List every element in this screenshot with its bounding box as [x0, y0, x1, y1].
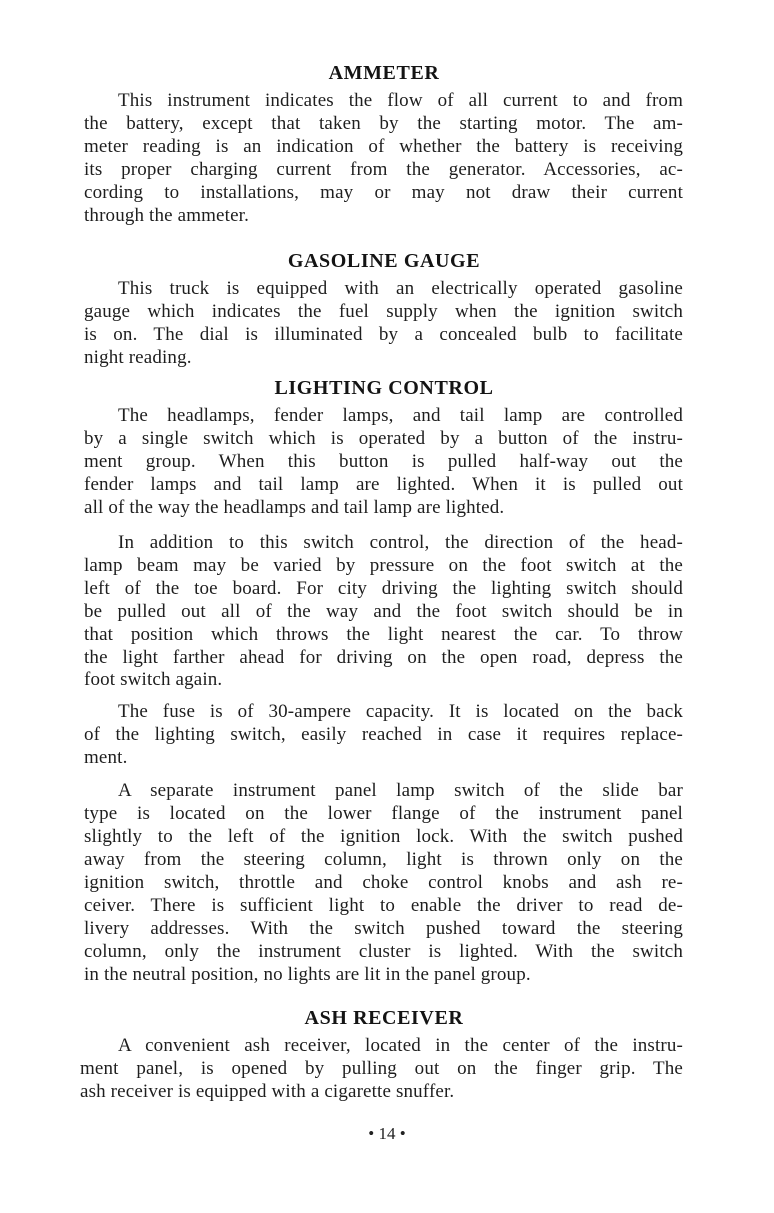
paragraph-line: the battery, except that taken by the starting motor. The am- [84, 113, 683, 134]
paragraph-line: left of the toe board. For city driving the lighting switch should [84, 578, 683, 599]
paragraph-line: ment group. When this button is pulled half-way out the [84, 451, 683, 472]
paragraph-line: away from the steering column, light is thrown only on the [84, 849, 683, 870]
paragraph-line: ash receiver is equipped with a cigarette snuffer. [80, 1081, 455, 1102]
paragraph-line: night reading. [84, 347, 192, 368]
paragraph-line: is on. The dial is illuminated by a concealed bulb to facilitate [84, 324, 683, 345]
section-heading-ash-receiver: ASH RECEIVER [304, 1007, 464, 1029]
paragraph-line: This instrument indicates the flow of all current to and from [118, 90, 683, 111]
paragraph-line: by a single switch which is operated by a button of the instru- [84, 428, 683, 449]
section-heading-lighting-control: LIGHTING CONTROL [274, 377, 494, 399]
section-heading-ammeter: AMMETER [328, 62, 440, 84]
paragraph-line: foot switch again. [84, 669, 223, 690]
paragraph-line: in the neutral position, no lights are lit in the panel group. [84, 964, 531, 985]
paragraph-line: ment panel, is opened by pulling out on the finger grip. The [80, 1058, 683, 1079]
paragraph-line: the light farther ahead for driving on the open road, depress the [84, 647, 683, 668]
page-number: • 14 • [368, 1124, 406, 1143]
paragraph-line: its proper charging current from the generator. Accessories, ac- [84, 159, 683, 180]
paragraph-line: cording to installations, may or may not draw their current [84, 182, 683, 203]
paragraph-line: gauge which indicates the fuel supply when the ignition switch [84, 301, 683, 322]
paragraph-line: The headlamps, fender lamps, and tail lamp are controlled [118, 405, 683, 426]
section-heading-gasoline-gauge: GASOLINE GAUGE [287, 250, 481, 272]
paragraph-line: In addition to this switch control, the direction of the head- [118, 532, 683, 553]
paragraph-line: This truck is equipped with an electrically operated gasoline [118, 278, 683, 299]
paragraph-line: be pulled out all of the way and the foot switch should be in [84, 601, 683, 622]
paragraph-line: that position which throws the light nearest the car. To throw [84, 624, 683, 645]
paragraph-line: A convenient ash receiver, located in the center of the instru- [118, 1035, 683, 1056]
paragraph-line: of the lighting switch, easily reached in case it requires replace- [84, 724, 683, 745]
paragraph-line: all of the way the headlamps and tail lamp are lighted. [84, 497, 505, 518]
paragraph-line: slightly to the left of the ignition lock. With the switch pushed [84, 826, 683, 847]
paragraph-line: ceiver. There is sufficient light to enable the driver to read de- [84, 895, 683, 916]
paragraph-line: ment. [84, 747, 128, 768]
paragraph-line: column, only the instrument cluster is lighted. With the switch [84, 941, 683, 962]
paragraph-line: through the ammeter. [84, 205, 249, 226]
paragraph-line: meter reading is an indication of whether the battery is receiving [84, 136, 683, 157]
paragraph-line: ignition switch, throttle and choke control knobs and ash re- [84, 872, 683, 893]
paragraph-line: lamp beam may be varied by pressure on the foot switch at the [84, 555, 683, 576]
paragraph-line: livery addresses. With the switch pushed toward the steering [84, 918, 683, 939]
paragraph-line: type is located on the lower flange of the instrument panel [84, 803, 683, 824]
paragraph-line: The fuse is of 30-ampere capacity. It is located on the back [118, 701, 683, 722]
paragraph-line: fender lamps and tail lamp are lighted. When it is pulled out [84, 474, 683, 495]
paragraph-line: A separate instrument panel lamp switch of the slide bar [118, 780, 683, 801]
